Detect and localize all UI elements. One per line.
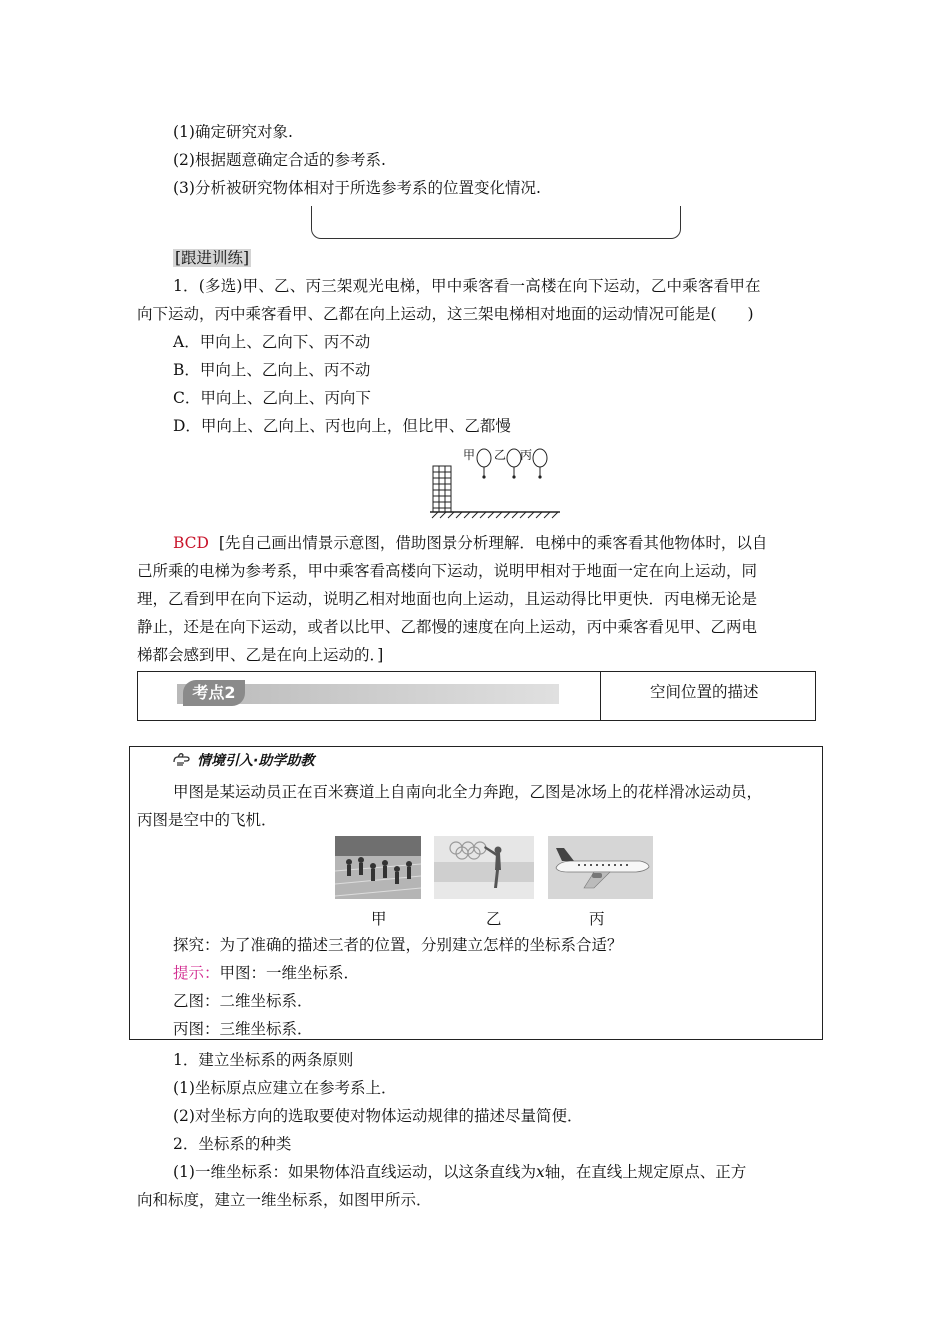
label-yi: 乙 <box>494 448 507 462</box>
caption-bing: 丙 <box>589 910 605 928</box>
label-bing: 丙 <box>520 448 533 462</box>
option-b: B．甲向上、乙向上、丙不动 <box>173 361 371 379</box>
scene-text-2: 丙图是空中的飞机． <box>137 811 277 829</box>
option-c: C．甲向上、乙向上、丙向下 <box>173 389 371 407</box>
answer-line-1 <box>173 533 767 553</box>
note-heading-2: 2．坐标系的种类 <box>173 1135 292 1153</box>
x-variable: x <box>535 1163 545 1181</box>
hint-3: 丙图：三维坐标系． <box>173 1020 313 1038</box>
kaodian-divider <box>600 671 601 720</box>
photo-airplane <box>548 836 653 899</box>
hint-1: 甲图：一维坐标系． <box>219 964 360 982</box>
hint-label: 提示： <box>173 964 220 982</box>
caption-jia: 甲 <box>371 910 387 928</box>
elevator-figure <box>428 444 568 524</box>
question-line-2: 向下运动，丙中乘客看甲、乙都在向上运动，这三架电梯相对地面的运动情况可能是( ) <box>137 305 754 323</box>
note-type-1: (1)一维坐标系：如果物体沿直线运动，以这条直线为x轴，在直线上规定原点、正方 <box>173 1163 747 1181</box>
explanation-line-5: 梯都会感到甲、乙是在向上运动的．] <box>137 646 384 664</box>
practice-tag: [跟进训练] <box>175 249 250 267</box>
option-d: D．甲向上、乙向上、丙也向上，但比甲、乙都慢 <box>173 417 511 435</box>
explanation-line-4: 静止，还是在向下运动，或者以比甲、乙都慢的速度在向上运动，丙中乘客看见甲、乙两电 <box>137 618 758 636</box>
explanation-line-2: 己所乘的电梯为参考系，甲中乘客看高楼向下运动，说明甲相对于地面一定在向上运动，同 <box>137 562 758 580</box>
step-3: (3)分析被研究物体相对于所选参考系的位置变化情况. <box>173 179 541 197</box>
scene-text-1: 甲图是某运动员正在百米赛道上自南向北全力奔跑，乙图是冰场上的花样滑冰运动员， <box>173 783 763 801</box>
answer-key: BCD <box>173 534 209 552</box>
scene-question: 探究：为了准确的描述三者的位置，分别建立怎样的坐标系合适？ <box>173 936 623 954</box>
hand-icon <box>172 752 194 768</box>
label-jia: 甲 <box>463 448 476 462</box>
summary-bracket <box>311 206 681 239</box>
note-principle-2: (2)对坐标方向的选取要使对物体运动规律的描述尽量简便． <box>173 1107 583 1125</box>
question-line-1: 1．(多选)甲、乙、丙三架观光电梯，甲中乘客看一高楼在向下运动，乙中乘客看甲在 <box>173 277 761 295</box>
note-principle-1: (1)坐标原点应建立在参考系上． <box>173 1079 397 1097</box>
scene-header: 情境引入·助学助教 <box>197 753 315 769</box>
kaodian-badge: 考点2 <box>183 680 245 706</box>
photo-runners <box>335 836 421 899</box>
photo-skater <box>434 836 534 899</box>
step-2: (2)根据题意确定合适的参考系. <box>173 151 386 169</box>
hint-2: 乙图：二维坐标系． <box>173 992 313 1010</box>
step-1: (1)确定研究对象. <box>173 123 293 141</box>
caption-yi: 乙 <box>486 910 502 928</box>
explanation-line-1: [先自己画出情景示意图，借助图景分析理解．电梯中的乘客看其他物体时，以自 <box>218 534 768 552</box>
explanation-line-3: 理，乙看到甲在向下运动，说明乙相对地面也向上运动，且运动得比甲更快．丙电梯无论是 <box>137 590 758 608</box>
kaodian-title: 空间位置的描述 <box>650 683 759 701</box>
note-heading-1: 1．建立坐标系的两条原则 <box>173 1051 354 1069</box>
note-type-1-cont: 向和标度，建立一维坐标系，如图甲所示． <box>137 1191 432 1209</box>
option-a: A．甲向上、乙向下、丙不动 <box>173 333 371 351</box>
hint-line-1 <box>173 963 359 983</box>
